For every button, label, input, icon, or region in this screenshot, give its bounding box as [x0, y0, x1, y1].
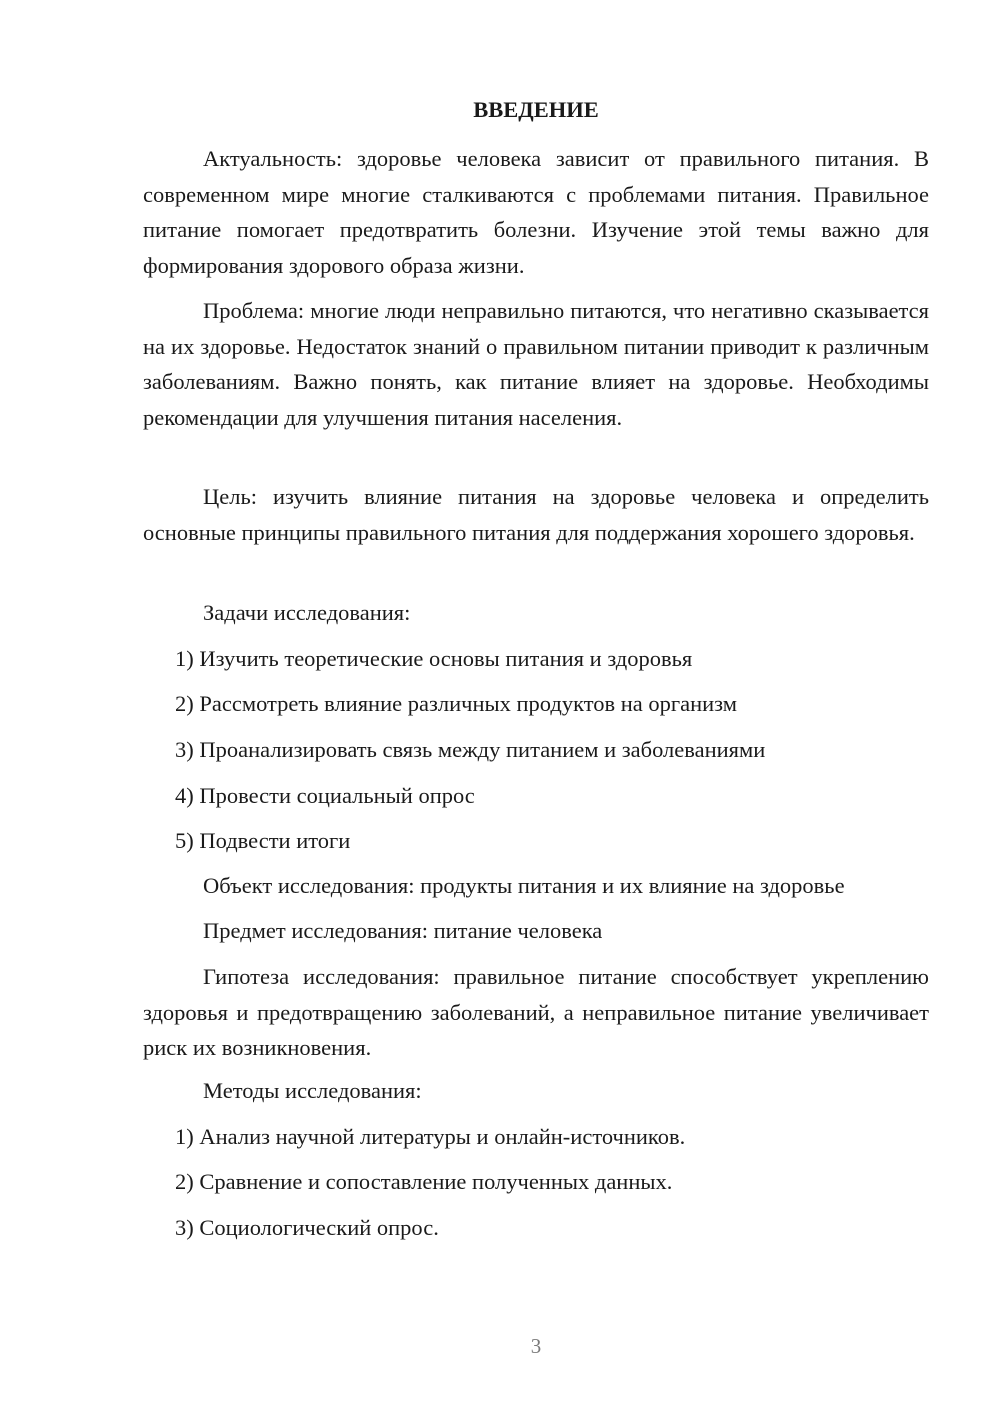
task-item: 5) Подвести итоги [175, 828, 351, 853]
page-number: 3 [530, 1334, 542, 1358]
task-item: 4) Провести социальный опрос [175, 783, 475, 808]
problem-paragraph: Проблема: многие люди неправильно питаются, что негативно сказывается на их здоровье. Недостаток знаний о правильном питании приводит к различным заболеваниям. Важно понять, как питание влияет на здоровье. Необходимы рекомендации для улучшения питания населения. [143, 298, 929, 430]
methods-heading: Методы исследования: [203, 1078, 422, 1103]
goal-paragraph: Цель: изучить влияние питания на здоровье человека и определить основные принципы правильного питания для поддержания хорошего здоровья. [143, 484, 929, 545]
task-item: 3) Проанализировать связь между питанием и заболеваниями [175, 737, 766, 762]
hypothesis-paragraph: Гипотеза исследования: правильное питание способствует укреплению здоровья и предотвращению заболеваний, а неправильное питание увеличивает риск их возникновения. [143, 964, 929, 1060]
object-line: Объект исследования: продукты питания и их влияние на здоровье [203, 873, 845, 898]
tasks-heading: Задачи исследования: [203, 600, 411, 625]
method-item: 1) Анализ научной литературы и онлайн-источников. [175, 1124, 686, 1149]
relevance-paragraph: Актуальность: здоровье человека зависит от правильного питания. В современном мире многие сталкиваются с проблемами питания. Правильное питание помогает предотвратить болезни. Изучение этой темы важно для формирования здорового образа жизни. [143, 146, 929, 278]
page-title: ВВЕДЕНИЕ [473, 97, 599, 122]
method-item: 2) Сравнение и сопоставление полученных данных. [175, 1169, 673, 1194]
method-item: 3) Социологический опрос. [175, 1215, 439, 1240]
subject-line: Предмет исследования: питание человека [203, 918, 603, 943]
task-item: 2) Рассмотреть влияние различных продуктов на организм [175, 691, 737, 716]
task-item: 1) Изучить теоретические основы питания и здоровья [175, 646, 693, 671]
